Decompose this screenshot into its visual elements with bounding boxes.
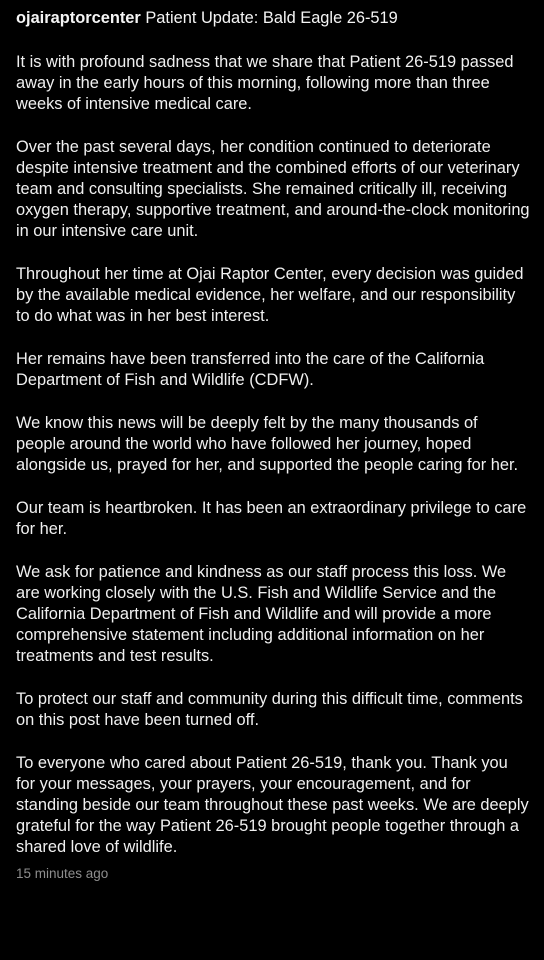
caption-paragraph: To protect our staff and community during this difficult time, comments on this post have been turned off. [16,690,523,729]
caption-paragraph: It is with profound sadness that we share that Patient 26-519 passed away in the early hours of this morning, following more than three weeks of intensive medical care. [16,53,514,113]
post-caption [16,6,530,884]
username-link[interactable]: ojairaptorcenter [16,9,141,27]
post-timestamp: 15 minutes ago [16,866,109,881]
caption-header [16,6,530,30]
caption-paragraph: We ask for patience and kindness as our staff process this loss. We are working closely with the U.S. Fish and Wildlife Service and the California Department of Fish and Wildlife and will provide a more comprehensive statement including additional information on her treatments and test results. [16,563,507,665]
caption-paragraph: To everyone who cared about Patient 26-519, thank you. Thank you for your messages, your prayers, your encouragement, and for standing beside our team throughout these past weeks. We are deeply grateful for the way Patient 26-519 brought people together through a shared love of wildlife. [16,754,529,856]
post-title: Patient Update: Bald Eagle 26-519 [145,9,398,27]
caption-paragraph: Our team is heartbroken. It has been an extraordinary privilege to care for her. [16,499,527,538]
caption-paragraph: Throughout her time at Ojai Raptor Center, every decision was guided by the available medical evidence, her welfare, and our responsibility to do what was in her best interest. [16,265,524,325]
caption-paragraph: Her remains have been transferred into the care of the California Department of Fish and Wildlife (CDFW). [16,350,485,389]
caption-paragraph: Over the past several days, her condition continued to deteriorate despite intensive treatment and the combined efforts of our veterinary team and consulting specialists. She remained critically ill, receiving oxygen therapy, supportive treatment, and around-the-clock monitoring in our intensive care unit. [16,138,530,240]
caption-paragraph: We know this news will be deeply felt by the many thousands of people around the world who have followed her journey, hoped alongside us, prayed for her, and supported the people caring for her. [16,414,519,474]
